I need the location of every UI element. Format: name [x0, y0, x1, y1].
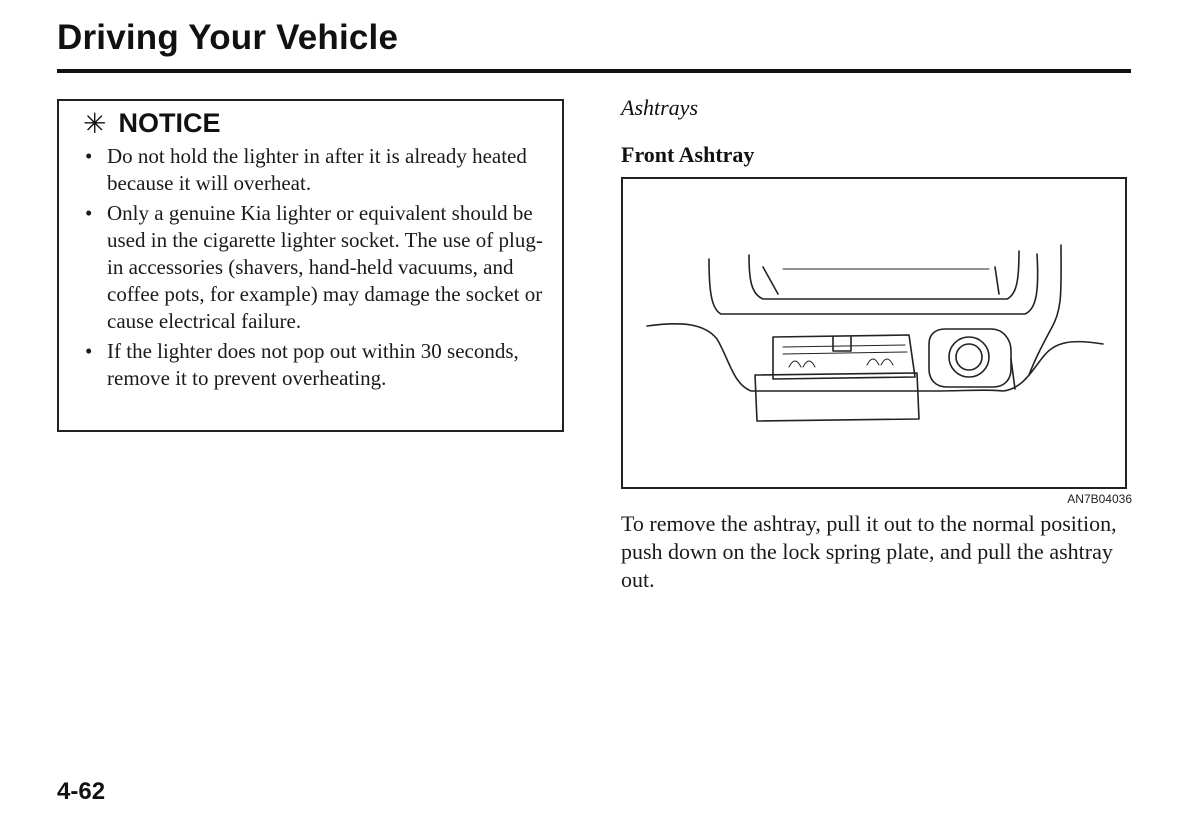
ashtray-illustration: [621, 177, 1127, 489]
notice-heading: [83, 107, 220, 140]
notice-item-text: Do not hold the lighter in after it is already heated because it will overheat.: [107, 144, 527, 195]
subsection-title: Front Ashtray: [621, 142, 755, 167]
body-paragraph: To remove the ashtray, pull it out to the normal position, push down on the lock spring plate, and pull the ashtray out.: [621, 511, 1117, 592]
notice-title: NOTICE: [118, 108, 221, 138]
ashtray-drawing: [623, 179, 1129, 491]
bullet-icon: •: [85, 339, 93, 363]
header-rule: [57, 69, 1131, 73]
notice-item-text: If the lighter does not pop out within 30 seconds, remove it to prevent overheating.: [107, 339, 519, 390]
page-number: 4-62: [57, 778, 106, 805]
notice-item: [81, 143, 551, 197]
page-title: Driving Your Vehicle: [57, 18, 399, 57]
notice-asterisk-icon: ✳: [83, 108, 107, 139]
notice-list: [81, 143, 551, 395]
bullet-icon: •: [85, 201, 93, 225]
bullet-icon: •: [85, 144, 93, 168]
section-title: Ashtrays: [621, 95, 698, 120]
notice-box: [57, 99, 564, 432]
figure-code: AN7B04036: [1067, 492, 1132, 506]
notice-item: [81, 200, 551, 335]
notice-item: [81, 338, 551, 392]
notice-item-text: Only a genuine Kia lighter or equivalent should be used in the cigarette lighter socket. The use of plug-in accessories (shavers, hand-held vacuums, and coffee pots, for example) may damage the socket or cause electrical failure.: [107, 201, 543, 333]
